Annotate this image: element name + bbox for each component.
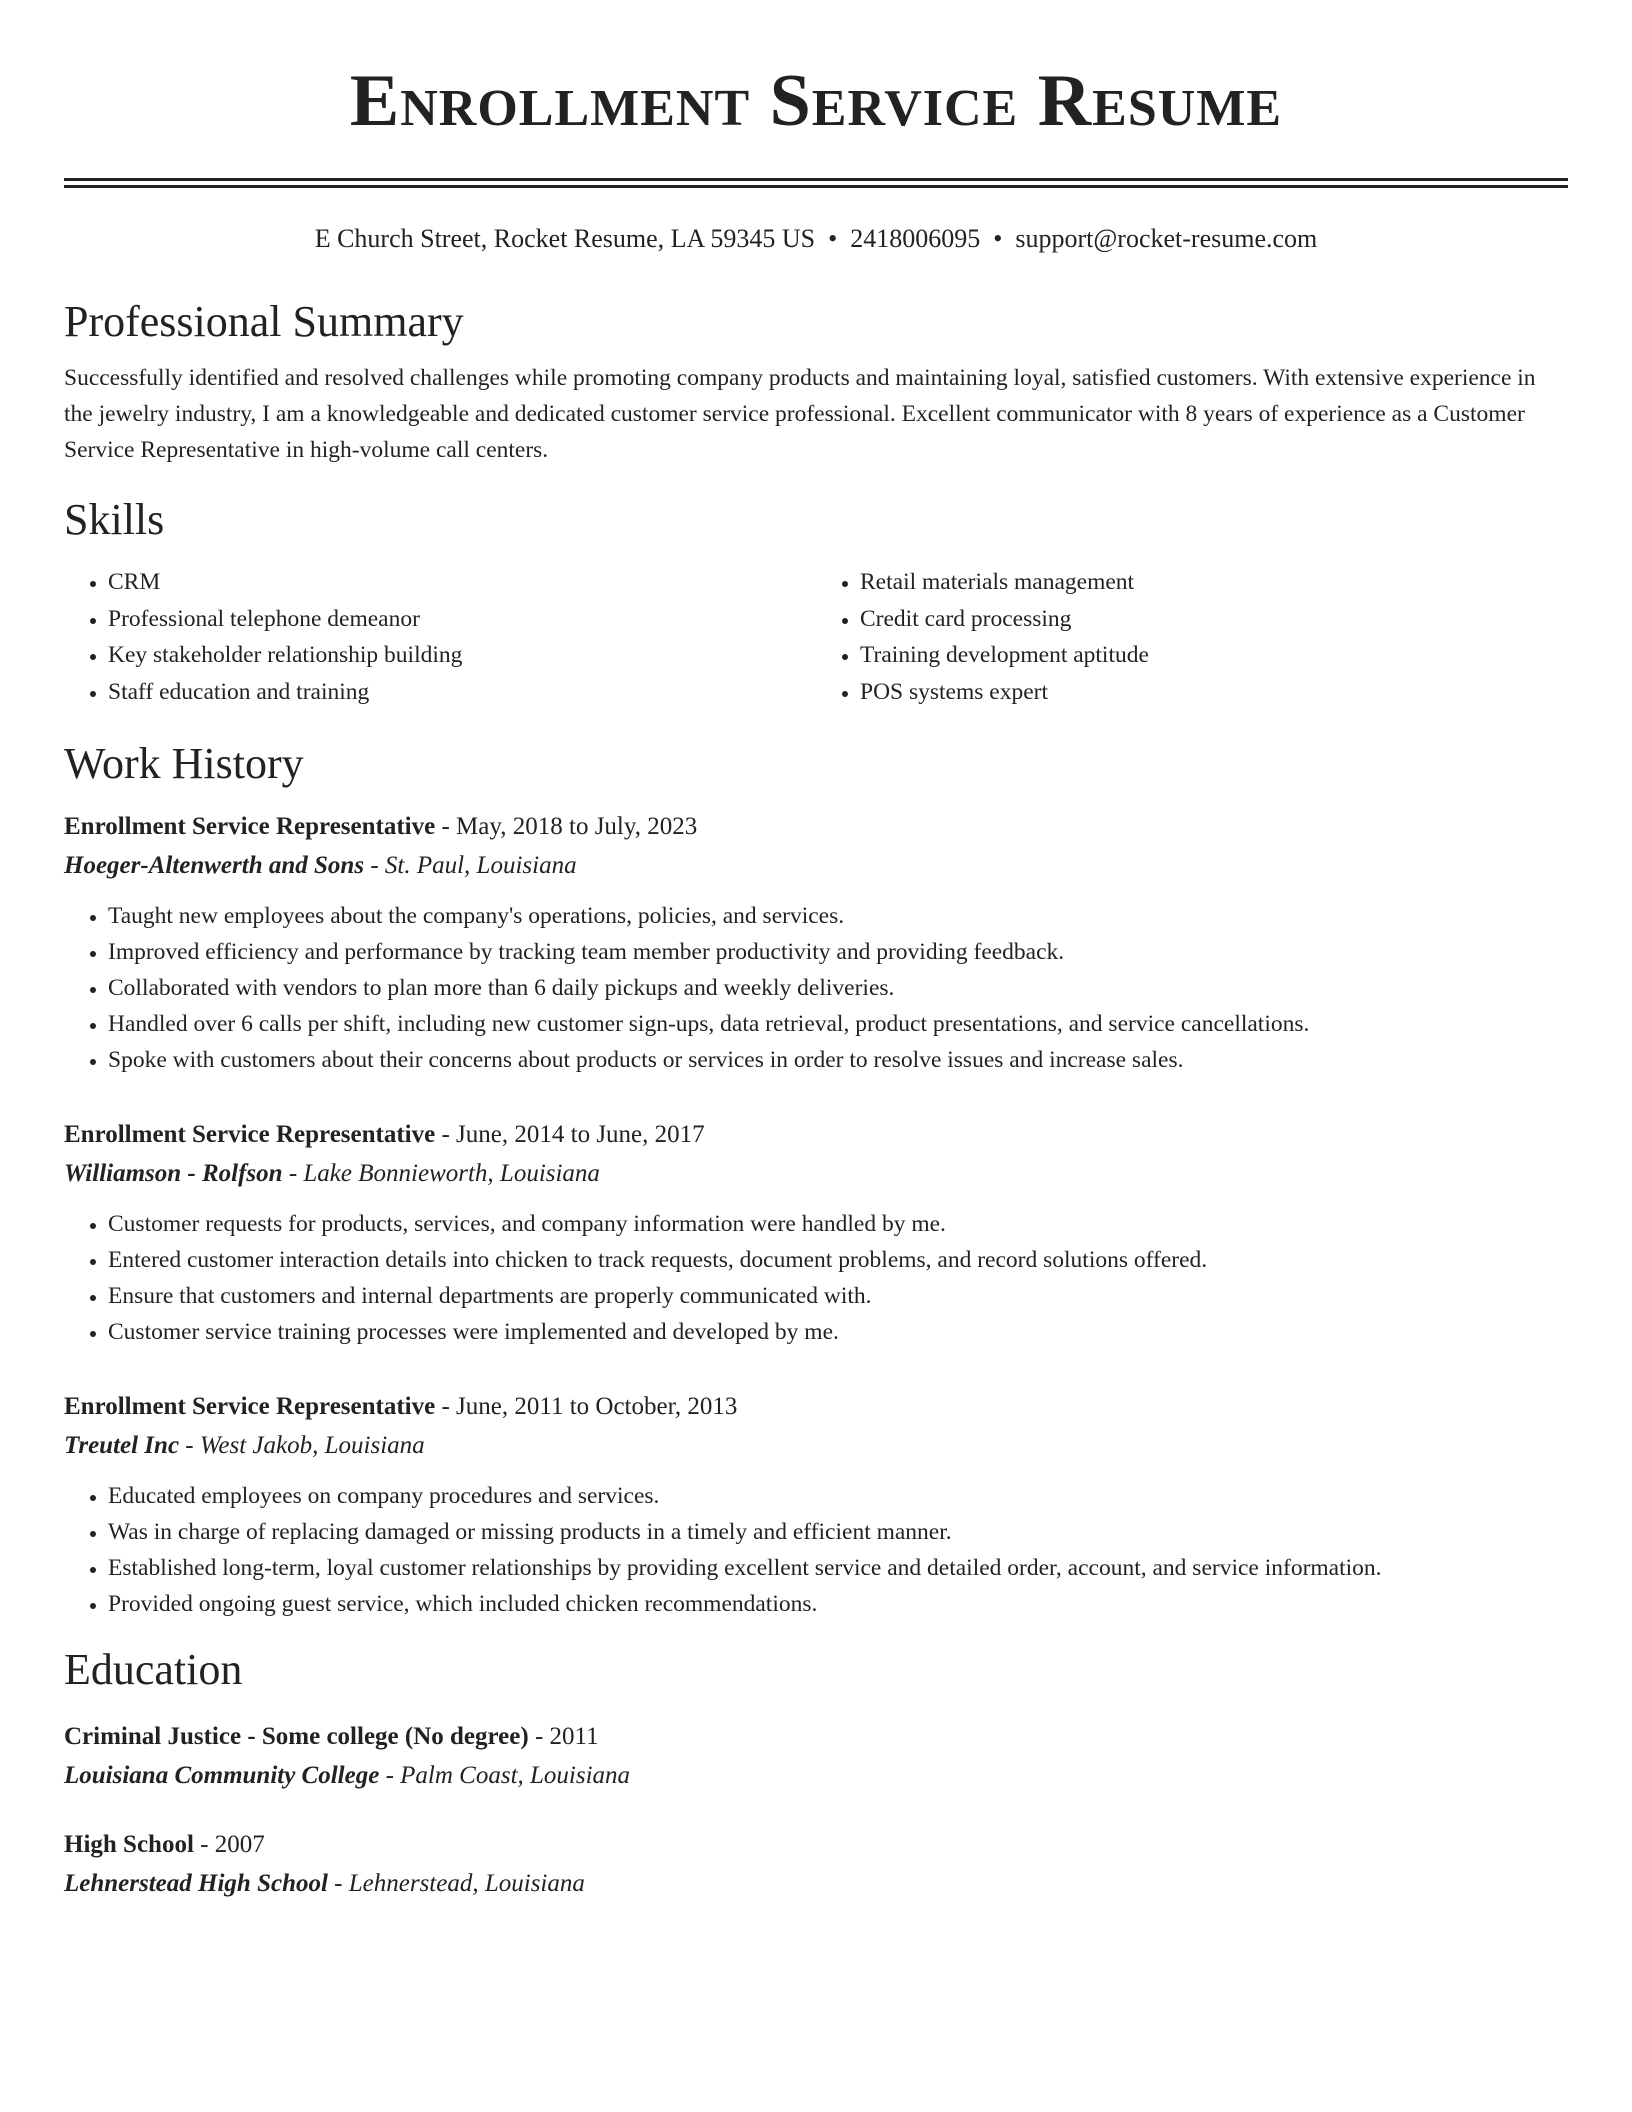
- skills-column-right: [816, 564, 1568, 710]
- contact-separator: •: [993, 224, 1003, 253]
- skills-heading: Skills: [64, 495, 165, 544]
- job-bullet: • Collaborated with vendors to plan more than 6 daily pickups and weekly deliveries.: [108, 970, 1568, 1006]
- employer-name: Williamson - Rolfson: [64, 1160, 283, 1187]
- job-bullet: • Taught new employees about the company's operations, policies, and services.: [108, 898, 1568, 934]
- job-bullet: • Was in charge of replacing damaged or missing products in a timely and efficient manner.: [108, 1514, 1568, 1550]
- employer-line: [64, 846, 1568, 886]
- summary-heading: Professional Summary: [64, 297, 464, 346]
- education-heading: Education: [64, 1645, 243, 1694]
- job-bullet: • Handled over 6 calls per shift, including new customer sign-ups, data retrieval, product presentations, and service cancellations.: [108, 1006, 1568, 1042]
- job-bullet: • Educated employees on company procedures and services.: [108, 1478, 1568, 1514]
- skill-item: • CRM: [108, 564, 816, 601]
- school-location: - Palm Coast, Louisiana: [379, 1762, 631, 1789]
- skills-list: [64, 564, 1568, 710]
- degree-name: Criminal Justice - Some college (No degree): [64, 1723, 529, 1750]
- employer-line: [64, 1426, 1568, 1466]
- degree-year: - 2007: [193, 1831, 265, 1858]
- skill-item: • Training development aptitude: [860, 637, 1568, 674]
- job-entry: [64, 1388, 1568, 1622]
- job-dates: - May, 2018 to July, 2023: [435, 813, 698, 840]
- skill-item: • Retail materials management: [860, 564, 1568, 601]
- work-history-heading: Work History: [64, 739, 304, 788]
- title-double-rule: [64, 178, 1568, 188]
- school-name: Lehnerstead High School: [64, 1870, 328, 1897]
- skill-item: • Staff education and training: [108, 674, 816, 711]
- contact-line: [64, 222, 1568, 256]
- contact-separator: •: [828, 224, 838, 253]
- job-bullet: • Customer service training processes were implemented and developed by me.: [108, 1314, 1568, 1350]
- employer-location: - St. Paul, Louisiana: [364, 852, 577, 879]
- job-bullet: • Spoke with customers about their concerns about products or services in order to resolve issues and increase sales.: [108, 1042, 1568, 1078]
- job-bullet: • Provided ongoing guest service, which included chicken recommendations.: [108, 1586, 1568, 1622]
- summary-text: Successfully identified and resolved challenges while promoting company products and maintaining loyal, satisfied customers. With extensive experience in the jewelry industry, I am a knowledgeable and dedicated customer service professional. Excellent communicator with 8 years of experience as a Customer Service Representative in high-volume call centers.: [64, 365, 1536, 463]
- degree-year: - 2011: [528, 1723, 599, 1750]
- degree-line: [64, 1718, 1568, 1756]
- skill-item: • POS systems expert: [860, 674, 1568, 711]
- job-entry: [64, 808, 1568, 1078]
- contact-phone: 2418006095: [850, 224, 981, 253]
- skill-item: • Credit card processing: [860, 601, 1568, 638]
- school-line: [64, 1864, 1568, 1904]
- job-entry: [64, 1116, 1568, 1350]
- contact-address: E Church Street, Rocket Resume, LA 59345 US: [314, 224, 816, 253]
- school-name: Louisiana Community College: [64, 1762, 380, 1789]
- job-title: Enrollment Service Representative: [64, 1121, 436, 1148]
- school-line: [64, 1756, 1568, 1796]
- job-title: Enrollment Service Representative: [64, 1393, 436, 1420]
- job-bullets: [64, 1478, 1568, 1622]
- education-entry: [64, 1718, 1568, 1796]
- job-title-line: [64, 1116, 1568, 1154]
- job-title-line: [64, 1388, 1568, 1426]
- education-entry: [64, 1826, 1568, 1904]
- degree-line: [64, 1826, 1568, 1864]
- employer-name: Treutel Inc: [64, 1432, 180, 1459]
- degree-name: High School: [64, 1831, 194, 1858]
- skill-item: • Professional telephone demeanor: [108, 601, 816, 638]
- job-bullet: • Ensure that customers and internal departments are properly communicated with.: [108, 1278, 1568, 1314]
- school-location: - Lehnerstead, Louisiana: [327, 1870, 585, 1897]
- skill-item: • Key stakeholder relationship building: [108, 637, 816, 674]
- resume-title: Enrollment Service Resume: [349, 60, 1283, 142]
- contact-email: support@rocket-resume.com: [1015, 224, 1318, 253]
- employer-name: Hoeger-Altenwerth and Sons: [64, 852, 365, 879]
- job-bullets: [64, 898, 1568, 1078]
- skills-column-left: [64, 564, 816, 710]
- employer-line: [64, 1154, 1568, 1194]
- job-bullet: • Customer requests for products, services, and company information were handled by me.: [108, 1206, 1568, 1242]
- job-dates: - June, 2011 to October, 2013: [435, 1393, 738, 1420]
- employer-location: - Lake Bonnieworth, Louisiana: [282, 1160, 600, 1187]
- job-title: Enrollment Service Representative: [64, 813, 436, 840]
- job-bullet: • Entered customer interaction details into chicken to track requests, document problems, and record solutions offered.: [108, 1242, 1568, 1278]
- job-bullet: • Improved efficiency and performance by tracking team member productivity and providing feedback.: [108, 934, 1568, 970]
- job-bullets: [64, 1206, 1568, 1350]
- job-bullet: • Established long-term, loyal customer relationships by providing excellent service and detailed order, account, and service information.: [108, 1550, 1568, 1586]
- job-dates: - June, 2014 to June, 2017: [435, 1121, 705, 1148]
- job-title-line: [64, 808, 1568, 846]
- employer-location: - West Jakob, Louisiana: [179, 1432, 425, 1459]
